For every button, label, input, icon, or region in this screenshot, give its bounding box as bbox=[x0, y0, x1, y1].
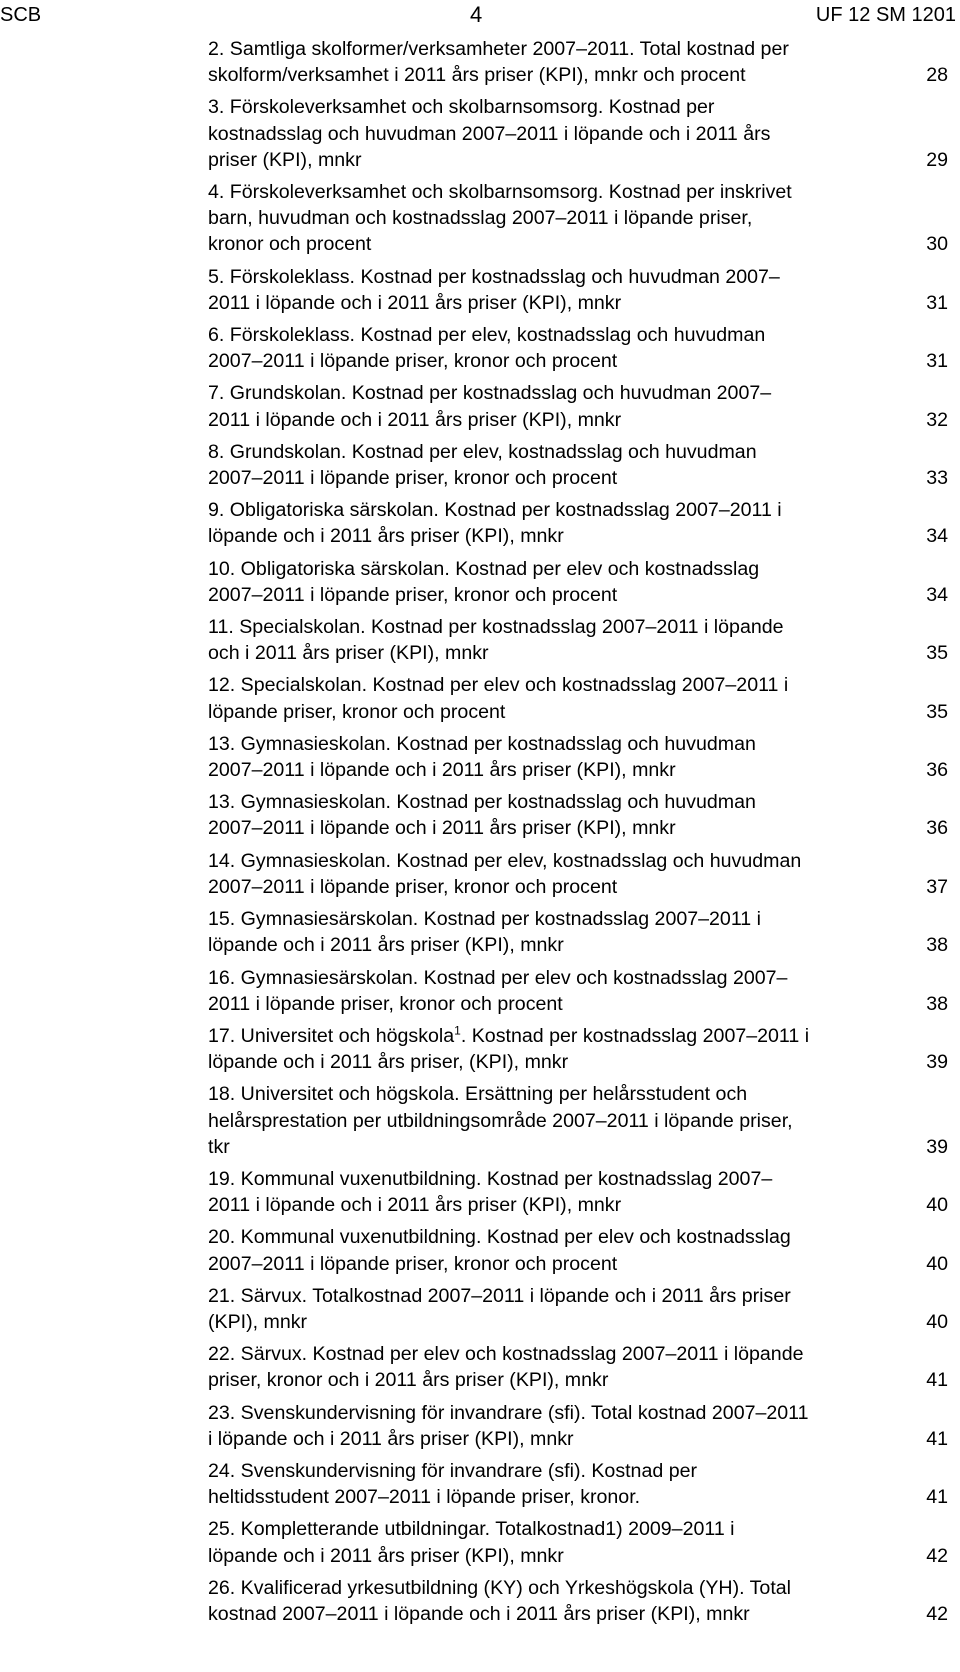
toc-entry[interactable] bbox=[208, 556, 948, 608]
toc-entry-title: 13. Gymnasieskolan. Kostnad per kostnadsslag och huvudman 2007–2011 i löpande och i 2011 års priser (KPI), mnkr bbox=[208, 791, 756, 840]
toc-entry-title: 20. Kommunal vuxenutbildning. Kostnad per elev och kostnadsslag 2007–2011 i löpande priser, kronor och procent bbox=[208, 1226, 791, 1275]
toc-entry-title: 25. Kompletterande utbildningar. Totalkostnad1) 2009–2011 i löpande och i 2011 års priser (KPI), mnkr bbox=[208, 1518, 735, 1567]
toc-entry-page: 37 bbox=[926, 875, 948, 898]
toc-entry-title: 4. Förskoleverksamhet och skolbarnsomsorg. Kostnad per inskrivet barn, huvudman och kostnadsslag 2007–2011 i löpande priser, kronor och procent bbox=[208, 181, 792, 256]
toc-entry-page: 36 bbox=[926, 759, 948, 782]
toc-entry[interactable] bbox=[208, 322, 948, 374]
toc-entry-title: 14. Gymnasieskolan. Kostnad per elev, kostnadsslag och huvudman 2007–2011 i löpande priser, kronor och procent bbox=[208, 849, 802, 898]
toc-entry-page: 30 bbox=[926, 233, 948, 256]
toc-entry-title: 10. Obligatoriska särskolan. Kostnad per elev och kostnadsslag 2007–2011 i löpande priser, kronor och procent bbox=[208, 557, 760, 606]
toc-entry[interactable] bbox=[208, 1283, 948, 1335]
toc-entry-page: 40 bbox=[926, 1194, 948, 1217]
header-org: SCB bbox=[0, 4, 42, 26]
toc-entry[interactable] bbox=[208, 264, 948, 316]
header-report-id: UF 12 SM 1201 bbox=[815, 4, 956, 26]
toc-entry-page: 35 bbox=[926, 642, 948, 665]
toc-entry[interactable] bbox=[208, 614, 948, 666]
toc-entry-page: 28 bbox=[926, 64, 948, 87]
toc-entry[interactable] bbox=[208, 1224, 948, 1276]
toc-entry-page: 41 bbox=[926, 1427, 948, 1450]
toc-entry-title: 13. Gymnasieskolan. Kostnad per kostnadsslag och huvudman 2007–2011 i löpande och i 2011 års priser (KPI), mnkr bbox=[208, 732, 756, 782]
toc-entry-title: 22. Särvux. Kostnad per elev och kostnadsslag 2007–2011 i löpande priser, kronor och i 2011 års priser (KPI), mnkr bbox=[208, 1343, 804, 1392]
toc-entry[interactable] bbox=[208, 848, 948, 900]
toc-entry[interactable] bbox=[208, 94, 948, 173]
toc-entry-page: 38 bbox=[926, 934, 948, 957]
toc-entry[interactable] bbox=[208, 789, 948, 841]
toc-entry-title: 8. Grundskolan. Kostnad per elev, kostnadsslag och huvudman 2007–2011 i löpande priser, kronor och procent bbox=[208, 440, 757, 490]
toc-entry[interactable] bbox=[208, 179, 948, 258]
toc-entry[interactable] bbox=[208, 965, 948, 1017]
toc-entry[interactable] bbox=[208, 1341, 948, 1393]
toc-entry-page: 34 bbox=[926, 583, 948, 606]
toc-entry-title: 15. Gymnasiesärskolan. Kostnad per kostnadsslag 2007–2011 i löpande och i 2011 års priser (KPI), mnkr bbox=[208, 908, 761, 957]
toc-entry-page: 41 bbox=[926, 1486, 948, 1509]
toc-entry-page: 41 bbox=[926, 1369, 948, 1392]
toc-entry-title: 16. Gymnasiesärskolan. Kostnad per elev och kostnadsslag 2007– 2011 i löpande priser, kronor och procent bbox=[208, 966, 788, 1015]
toc-entry-page: 36 bbox=[926, 817, 948, 840]
toc-entry-title: 11. Specialskolan. Kostnad per kostnadsslag 2007–2011 i löpande och i 2011 års priser (KPI), mnkr bbox=[208, 616, 784, 665]
toc-entry[interactable] bbox=[208, 497, 948, 549]
toc-entry-page: 40 bbox=[926, 1310, 948, 1333]
toc-entry-title: 3. Förskoleverksamhet och skolbarnsomsorg. Kostnad per kostnadsslag och huvudman 2007–2011 i löpande och i 2011 års priser (KPI), mnkr bbox=[208, 96, 771, 171]
toc-entry-page: 33 bbox=[926, 467, 948, 490]
toc-entry-title-part: . Kostnad per kostnadsslag 2007–2011 i löpande och i 2011 års priser, (KPI), mnkr bbox=[208, 1024, 810, 1074]
toc-entry-title: 26. Kvalificerad yrkesutbildning (KY) och Yrkeshögskola (YH). Total kostnad 2007–2011 i löpande och i 2011 års priser (KPI), mnkr bbox=[208, 1576, 792, 1625]
toc-entry[interactable] bbox=[208, 36, 948, 88]
toc-entry-page: 39 bbox=[926, 1051, 948, 1074]
toc-entry[interactable] bbox=[208, 380, 948, 432]
toc-entry[interactable] bbox=[208, 439, 948, 491]
toc-entry-title: 6. Förskoleklass. Kostnad per elev, kostnadsslag och huvudman 2007–2011 i löpande priser, kronor och procent bbox=[208, 324, 766, 373]
toc-entry-title: 21. Särvux. Totalkostnad 2007–2011 i löpande och i 2011 års priser (KPI), mnkr bbox=[208, 1284, 791, 1333]
toc-entry-title: 24. Svenskundervisning för invandrare (sfi). Kostnad per heltidsstudent 2007–2011 i löpande priser, kronor. bbox=[208, 1459, 698, 1509]
toc-entry-title: 5. Förskoleklass. Kostnad per kostnadsslag och huvudman 2007– 2011 i löpande och i 2011 års priser (KPI), mnkr bbox=[208, 265, 780, 314]
toc-entry[interactable] bbox=[208, 906, 948, 958]
toc-entry[interactable] bbox=[208, 1166, 948, 1218]
toc-entry-page: 40 bbox=[926, 1252, 948, 1275]
toc-entry-title: 9. Obligatoriska särskolan. Kostnad per kostnadsslag 2007–2011 i löpande och i 2011 års priser (KPI), mnkr bbox=[208, 499, 782, 548]
toc-entry-title: 23. Svenskundervisning för invandrare (sfi). Total kostnad 2007–2011 i löpande och i 2011 års priser (KPI), mnkr bbox=[208, 1401, 809, 1450]
footnote-marker: 1 bbox=[454, 1023, 461, 1038]
toc-entry-title-part: 17. Universitet och högskola bbox=[208, 1024, 455, 1047]
toc-entry-page: 35 bbox=[926, 700, 948, 723]
toc-entry[interactable] bbox=[208, 672, 948, 724]
page-header bbox=[0, 2, 960, 32]
toc-entry-title: 12. Specialskolan. Kostnad per elev och kostnadsslag 2007–2011 i löpande priser, kronor och procent bbox=[208, 674, 789, 723]
toc-entry-page: 31 bbox=[926, 291, 948, 314]
toc-entry-title: 19. Kommunal vuxenutbildning. Kostnad per kostnadsslag 2007– 2011 i löpande och i 2011 års priser (KPI), mnkr bbox=[208, 1167, 773, 1217]
toc-entry-page: 39 bbox=[926, 1135, 948, 1158]
toc-entry[interactable] bbox=[208, 731, 948, 783]
toc-entry[interactable] bbox=[208, 1081, 948, 1160]
toc-entry[interactable] bbox=[208, 1458, 948, 1510]
toc-entry-page: 29 bbox=[926, 148, 948, 171]
toc-entry-page: 32 bbox=[926, 408, 948, 431]
toc-entry-title bbox=[208, 1023, 888, 1075]
toc-entry-page: 42 bbox=[926, 1544, 948, 1567]
toc-entry[interactable] bbox=[208, 1023, 948, 1075]
toc-entry[interactable] bbox=[208, 1400, 948, 1452]
toc-entry-page: 34 bbox=[926, 525, 948, 548]
toc-entry-page: 31 bbox=[926, 350, 948, 373]
toc-entry[interactable] bbox=[208, 1575, 948, 1627]
toc-entry[interactable] bbox=[208, 1516, 948, 1568]
table-of-contents bbox=[208, 36, 948, 1633]
toc-entry-title: 2. Samtliga skolformer/verksamheter 2007–2011. Total kostnad per skolform/verksamhet i 2011 års priser (KPI), mnkr och procent bbox=[208, 38, 789, 87]
header-page-number: 4 bbox=[470, 2, 483, 27]
toc-entry-page: 38 bbox=[926, 992, 948, 1015]
toc-entry-title: 7. Grundskolan. Kostnad per kostnadsslag och huvudman 2007– 2011 i löpande och i 2011 års priser (KPI), mnkr bbox=[208, 382, 772, 431]
toc-entry-page: 42 bbox=[926, 1602, 948, 1625]
toc-entry-title: 18. Universitet och högskola. Ersättning per helårsstudent och helårsprestation per utbildningsområde 2007–2011 i löpande priser, tkr bbox=[208, 1083, 793, 1158]
